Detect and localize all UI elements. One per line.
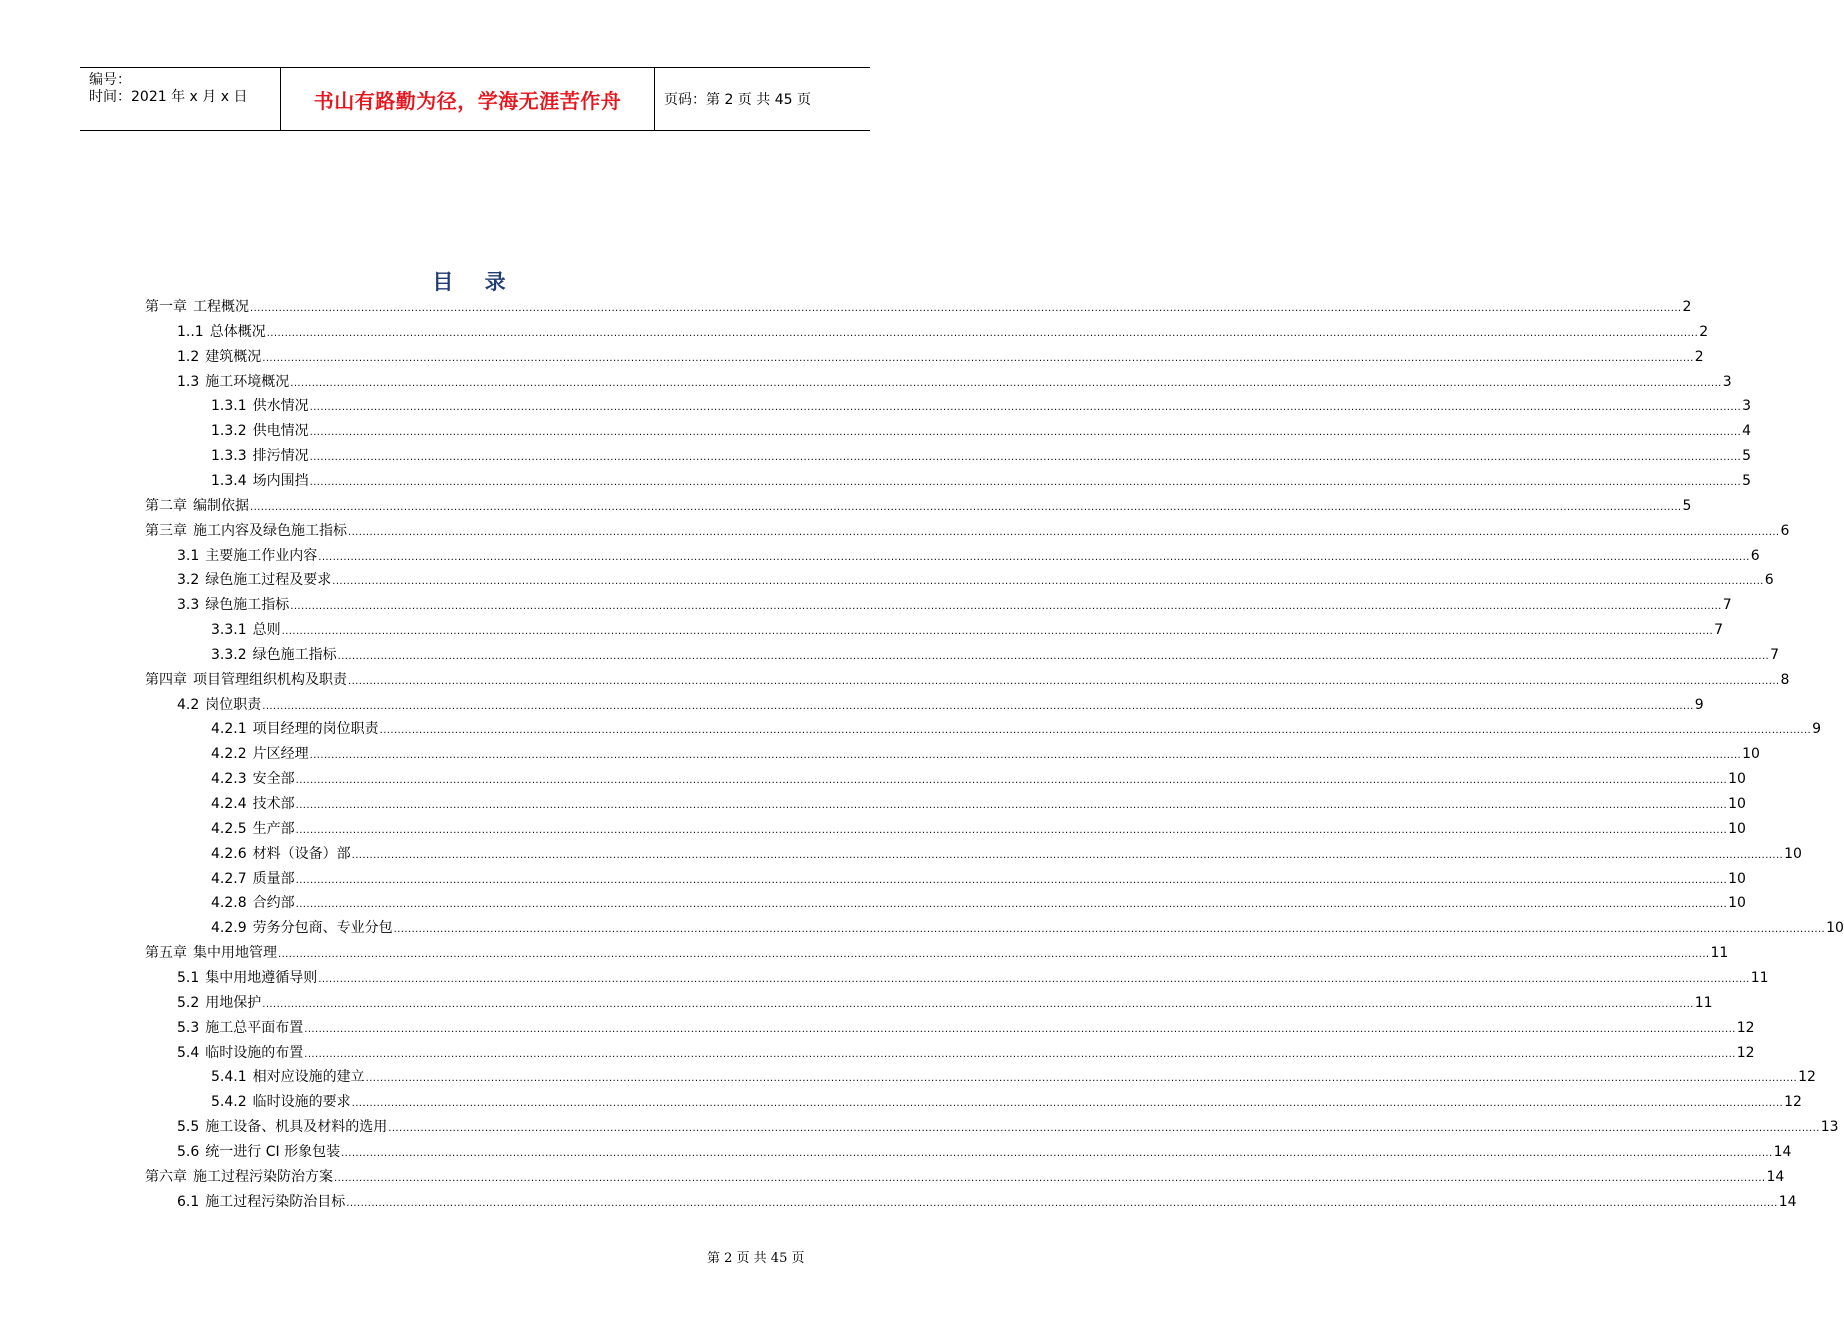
toc-entry[interactable] — [177, 372, 1732, 392]
toc-dot-leader: ................................................................................................................................................................................................................................................................................................................................................................................................................ — [388, 1123, 1820, 1135]
header-motto: 书山有路勤为径，学海无涯苦作舟 — [281, 68, 655, 130]
toc-entry[interactable] — [177, 322, 1709, 342]
toc-dot-leader: ................................................................................................................................................................................................................................................................................................................................................................................................................ — [351, 849, 1784, 861]
toc-entry[interactable] — [211, 844, 1802, 864]
toc-entry-number: 4.2.6 — [211, 845, 247, 862]
toc-entry[interactable] — [211, 1092, 1802, 1112]
toc-entry-page: 12 — [1736, 1019, 1755, 1036]
toc-entry[interactable] — [211, 744, 1760, 764]
toc-dot-leader: ................................................................................................................................................................................................................................................................................................................................................................................................................ — [250, 501, 1682, 513]
toc-entry-page: 10 — [1742, 746, 1760, 763]
toc-dot-leader: ................................................................................................................................................................................................................................................................................................................................................................................................................ — [262, 700, 1694, 712]
toc-entry-number: 5.4 — [177, 1044, 200, 1061]
toc-dot-leader: ................................................................................................................................................................................................................................................................................................................................................................................................................ — [295, 800, 1728, 811]
toc-entry[interactable] — [177, 1018, 1755, 1038]
toc-dot-leader: ................................................................................................................................................................................................................................................................................................................................................................................................................ — [262, 352, 1694, 364]
toc-entry-title: 施工设备、机具及材料的选用 — [205, 1119, 388, 1136]
toc-entry-page: 10 — [1728, 796, 1746, 812]
toc-entry-page: 14 — [1773, 1143, 1792, 1160]
toc-entry-title: 施工过程污染防治方案 — [193, 1168, 333, 1185]
toc-entry[interactable] — [177, 1142, 1792, 1162]
toc-entry-title: 绿色施工过程及要求 — [205, 572, 332, 589]
toc-entry-number: 5.4.1 — [211, 1069, 247, 1086]
toc-entry-title: 生产部 — [252, 820, 295, 837]
page-footer: 第 2 页 共 45 页 — [707, 1251, 805, 1266]
toc-entry-number: 3.1 — [177, 547, 200, 564]
toc-entry-title: 绿色施工指标 — [252, 646, 337, 663]
toc-entry-number: 1..1 — [177, 323, 204, 340]
toc-entry-page: 6 — [1780, 522, 1790, 539]
toc-entry-title: 临时设施的要求 — [252, 1094, 351, 1111]
toc-dot-leader: ................................................................................................................................................................................................................................................................................................................................................................................................................ — [295, 775, 1728, 787]
toc-dot-leader: ................................................................................................................................................................................................................................................................................................................................................................................................................ — [332, 576, 1764, 588]
toc-dot-leader: ................................................................................................................................................................................................................................................................................................................................................................................................................ — [309, 427, 1742, 439]
toc-entry-number: 1.3.1 — [211, 398, 247, 415]
toc-entry-page: 14 — [1766, 1168, 1785, 1185]
toc-dot-leader: ................................................................................................................................................................................................................................................................................................................................................................................................................ — [309, 476, 1742, 488]
toc-entry-page: 3 — [1742, 398, 1752, 415]
toc-entry-number: 4.2 — [177, 696, 200, 713]
toc-entry[interactable] — [211, 794, 1746, 814]
toc-entry-title: 绿色施工指标 — [205, 597, 290, 614]
toc-entry-number: 1.3.2 — [211, 423, 247, 440]
toc-entry[interactable] — [211, 471, 1752, 491]
toc-entry-number: 4.2.4 — [211, 796, 247, 812]
toc-entry[interactable] — [145, 670, 1790, 690]
toc-entry-page: 10 — [1784, 845, 1802, 862]
toc-entry-number: 3.3.2 — [211, 646, 247, 663]
toc-entry[interactable] — [211, 446, 1752, 466]
toc-dot-leader: ................................................................................................................................................................................................................................................................................................................................................................................................................ — [290, 377, 1722, 389]
toc-entry-page: 10 — [1728, 820, 1746, 837]
toc-entry-number: 第一章 — [145, 299, 187, 315]
toc-entry-title: 主要施工作业内容 — [205, 547, 318, 564]
toc-entry-page: 9 — [1694, 696, 1704, 713]
toc-entry[interactable] — [145, 943, 1729, 963]
toc-entry-page: 12 — [1798, 1069, 1816, 1086]
toc-dot-leader: ................................................................................................................................................................................................................................................................................................................................................................................................................ — [337, 650, 1770, 662]
toc-dot-leader: ................................................................................................................................................................................................................................................................................................................................................................................................................ — [262, 998, 1694, 1010]
toc-entry-title: 供水情况 — [252, 398, 309, 415]
toc-entry-number: 5.5 — [177, 1119, 200, 1136]
toc-dot-leader: ................................................................................................................................................................................................................................................................................................................................................................................................................ — [304, 1048, 1736, 1060]
toc-dot-leader: ................................................................................................................................................................................................................................................................................................................................................................................................................ — [295, 824, 1728, 836]
toc-entry-title: 劳务分包商、专业分包 — [252, 920, 393, 937]
toc-entry-page: 6 — [1750, 547, 1760, 564]
toc-entry-number: 3.3 — [177, 597, 200, 614]
toc-dot-leader: ................................................................................................................................................................................................................................................................................................................................................................................................................ — [250, 303, 1682, 314]
toc-entry-page: 2 — [1694, 348, 1704, 365]
toc-entry-page: 10 — [1728, 771, 1746, 788]
toc-entry-page: 2 — [1699, 323, 1709, 340]
toc-entry[interactable] — [145, 496, 1692, 516]
toc-entry-title: 施工内容及绿色施工指标 — [193, 522, 347, 539]
toc-entry-title: 排污情况 — [252, 448, 309, 465]
toc-dot-leader: ................................................................................................................................................................................................................................................................................................................................................................................................................ — [318, 973, 1750, 985]
toc-entry-page: 10 — [1728, 870, 1746, 887]
page-header — [80, 67, 870, 131]
toc-dot-leader: ................................................................................................................................................................................................................................................................................................................................................................................................................ — [309, 402, 1742, 414]
toc-entry[interactable] — [177, 595, 1732, 615]
toc-entry[interactable] — [145, 1167, 1785, 1187]
toc-entry[interactable] — [177, 993, 1713, 1013]
toc-dot-leader: ................................................................................................................................................................................................................................................................................................................................................................................................................ — [281, 626, 1714, 638]
toc-entry-title: 岗位职责 — [205, 696, 262, 713]
toc-entry-page: 5 — [1742, 472, 1752, 489]
toc-dot-leader: ................................................................................................................................................................................................................................................................................................................................................................................................................ — [348, 675, 1780, 687]
toc-entry-number: 4.2.2 — [211, 746, 247, 763]
toc-dot-leader: ................................................................................................................................................................................................................................................................................................................................................................................................................ — [304, 1023, 1736, 1035]
toc-entry-page: 11 — [1694, 994, 1713, 1011]
toc-entry-title: 建筑概况 — [205, 348, 262, 365]
toc-entry-page: 7 — [1714, 622, 1724, 639]
toc-entry-title: 用地保护 — [205, 994, 262, 1011]
toc-entry-number: 4.2.7 — [211, 870, 247, 887]
toc-entry-page: 10 — [1826, 920, 1844, 937]
toc-entry-title: 统一进行 CI 形象包装 — [205, 1143, 341, 1160]
toc-entry-title: 安全部 — [252, 771, 295, 788]
toc-entry-number: 第四章 — [145, 671, 187, 688]
toc-entry-page: 8 — [1780, 671, 1790, 688]
toc-entry-page: 13 — [1820, 1119, 1839, 1136]
toc-dot-leader: ................................................................................................................................................................................................................................................................................................................................................................................................................ — [295, 899, 1728, 911]
toc-entry[interactable] — [177, 347, 1704, 367]
toc-dot-leader: ................................................................................................................................................................................................................................................................................................................................................................................................................ — [334, 1172, 1766, 1184]
toc-entry[interactable] — [211, 869, 1746, 889]
toc-entry-number: 4.2.5 — [211, 820, 247, 837]
toc-entry[interactable] — [177, 968, 1769, 988]
toc-entry-title: 集中用地遵循导则 — [205, 969, 318, 986]
toc-entry[interactable] — [211, 1067, 1816, 1087]
toc-entry[interactable] — [211, 819, 1746, 839]
header-meta — [80, 68, 281, 130]
toc-dot-leader: ................................................................................................................................................................................................................................................................................................................................................................................................................ — [341, 1147, 1773, 1159]
toc-entry-title: 总则 — [252, 622, 281, 639]
toc-entry-page: 5 — [1742, 448, 1752, 465]
toc-entry-page: 6 — [1764, 572, 1774, 589]
toc-entry-title: 总体概况 — [209, 323, 266, 340]
toc-dot-leader: ................................................................................................................................................................................................................................................................................................................................................................................................................ — [318, 551, 1750, 563]
toc-entry-page: 9 — [1812, 721, 1822, 738]
toc-entry-title: 集中用地管理 — [193, 945, 277, 962]
toc-entry-title: 供电情况 — [252, 423, 309, 440]
toc-entry[interactable] — [211, 620, 1724, 640]
toc-entry-title: 材料（设备）部 — [252, 845, 351, 862]
toc-entry-number: 第二章 — [145, 497, 187, 514]
toc-dot-leader: ................................................................................................................................................................................................................................................................................................................................................................................................................ — [309, 452, 1742, 464]
toc-entry-title: 临时设施的布置 — [205, 1044, 304, 1061]
toc-entry-page: 14 — [1778, 1193, 1797, 1210]
toc-entry-number: 3.3.1 — [211, 622, 247, 639]
toc-entry-number: 第五章 — [145, 945, 187, 962]
toc-entry-title: 质量部 — [252, 870, 295, 887]
toc-entry-number: 1.3.4 — [211, 472, 247, 489]
toc-entry[interactable] — [145, 521, 1790, 541]
toc-entry[interactable] — [211, 893, 1746, 913]
toc-entry-number: 1.3 — [177, 373, 200, 390]
toc-entry-title: 相对应设施的建立 — [252, 1069, 365, 1086]
toc-dot-leader: ................................................................................................................................................................................................................................................................................................................................................................................................................ — [278, 949, 1710, 961]
toc-entry-number: 5.6 — [177, 1143, 200, 1160]
document-date: 时间：2021 年 x 月 x 日 — [89, 89, 248, 105]
toc-entry[interactable] — [177, 1192, 1797, 1212]
toc-entry-number: 5.3 — [177, 1019, 200, 1036]
toc-entry-page: 12 — [1736, 1044, 1755, 1061]
toc-entry[interactable] — [211, 918, 1844, 938]
toc-entry-title: 施工环境概况 — [205, 373, 290, 390]
toc-dot-leader: ................................................................................................................................................................................................................................................................................................................................................................................................................ — [346, 1197, 1778, 1209]
toc-entry-page: 2 — [1682, 299, 1692, 315]
toc-entry-number: 1.3.3 — [211, 448, 247, 465]
toc-entry-number: 6.1 — [177, 1193, 200, 1210]
toc-dot-leader: ................................................................................................................................................................................................................................................................................................................................................................................................................ — [348, 526, 1780, 538]
toc-entry-title: 技术部 — [252, 796, 295, 812]
toc-entry-number: 4.2.8 — [211, 895, 247, 912]
toc-entry[interactable] — [211, 396, 1752, 416]
toc-entry[interactable] — [177, 695, 1704, 715]
toc-entry-title: 工程概况 — [193, 299, 249, 315]
toc-entry[interactable] — [211, 769, 1746, 789]
toc-entry-number: 1.2 — [177, 348, 200, 365]
toc-entry-title: 编制依据 — [193, 497, 249, 514]
toc-dot-leader: ................................................................................................................................................................................................................................................................................................................................................................................................................ — [393, 924, 1826, 936]
toc-entry-number: 第三章 — [145, 522, 187, 539]
toc-dot-leader: ................................................................................................................................................................................................................................................................................................................................................................................................................ — [379, 725, 1812, 737]
toc-entry[interactable] — [177, 1043, 1755, 1063]
toc-entry-title: 项目经理的岗位职责 — [252, 721, 379, 738]
toc-entry[interactable] — [177, 1117, 1839, 1137]
toc-title: 目 录 — [432, 269, 518, 294]
toc-entry-number: 4.2.1 — [211, 721, 247, 738]
toc-entry-number: 4.2.9 — [211, 920, 247, 937]
toc-entry-number: 5.2 — [177, 994, 200, 1011]
toc-entry-page: 7 — [1770, 646, 1780, 663]
toc-dot-leader: ................................................................................................................................................................................................................................................................................................................................................................................................................ — [309, 750, 1742, 762]
toc-entry-title: 项目管理组织机构及职责 — [193, 671, 347, 688]
toc-dot-leader: ................................................................................................................................................................................................................................................................................................................................................................................................................ — [351, 1098, 1784, 1110]
toc-entry[interactable] — [145, 297, 1692, 317]
toc-entry-page: 10 — [1728, 895, 1746, 912]
toc-entry-page: 11 — [1750, 969, 1769, 986]
toc-entry-title: 施工总平面布置 — [205, 1019, 304, 1036]
toc-entry[interactable] — [211, 645, 1780, 665]
document-number: 编号： — [89, 72, 131, 88]
toc-entry[interactable] — [177, 570, 1774, 590]
toc-entry-number: 5.4.2 — [211, 1094, 247, 1111]
toc-entry-title: 片区经理 — [252, 746, 309, 763]
toc-entry-page: 12 — [1784, 1094, 1802, 1111]
toc-entry-page: 4 — [1742, 423, 1752, 440]
toc-entry[interactable] — [211, 719, 1822, 739]
header-page-info: 页码：第 2 页 共 45 页 — [664, 92, 811, 108]
toc-entry-number: 3.2 — [177, 572, 200, 589]
toc-entry-number: 第六章 — [145, 1168, 187, 1185]
toc-dot-leader: ................................................................................................................................................................................................................................................................................................................................................................................................................ — [266, 327, 1699, 339]
toc-dot-leader: ................................................................................................................................................................................................................................................................................................................................................................................................................ — [290, 601, 1722, 613]
toc-entry-title: 合约部 — [252, 895, 295, 912]
toc-entry-page: 11 — [1710, 945, 1729, 962]
toc-dot-leader: ................................................................................................................................................................................................................................................................................................................................................................................................................ — [295, 874, 1728, 886]
toc-entry-number: 4.2.3 — [211, 771, 247, 788]
toc-entry[interactable] — [177, 546, 1760, 566]
toc-entry-page: 7 — [1722, 597, 1732, 614]
toc-entry[interactable] — [211, 421, 1752, 441]
toc-entry-title: 施工过程污染防治目标 — [205, 1193, 346, 1210]
toc-entry-title: 场内围挡 — [252, 472, 309, 489]
toc-dot-leader: ................................................................................................................................................................................................................................................................................................................................................................................................................ — [365, 1073, 1798, 1085]
toc-entry-number: 5.1 — [177, 969, 200, 986]
toc-entry-page: 3 — [1722, 373, 1732, 390]
toc-entry-page: 5 — [1682, 497, 1692, 514]
